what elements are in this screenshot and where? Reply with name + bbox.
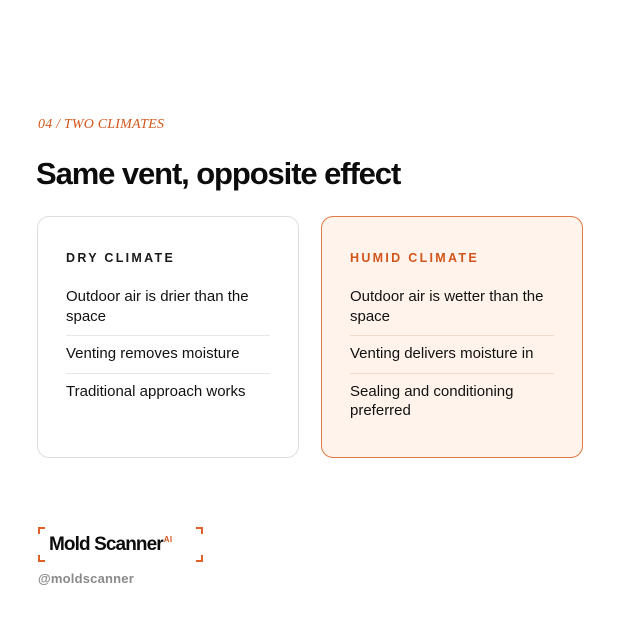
list-item: Traditional approach works xyxy=(66,373,270,411)
page-title: Same vent, opposite effect xyxy=(36,156,401,191)
list-item: Sealing and conditioning preferred xyxy=(350,373,554,430)
logo-corner-bracket xyxy=(196,555,203,562)
logo-corner-bracket xyxy=(196,527,203,534)
dry-climate-card xyxy=(37,216,299,458)
social-handle: @moldscanner xyxy=(38,571,134,586)
humid-climate-title: HUMID CLIMATE xyxy=(350,251,479,265)
dry-climate-title: DRY CLIMATE xyxy=(66,251,176,265)
list-item: Venting removes moisture xyxy=(66,335,270,373)
list-item: Outdoor air is wetter than the space xyxy=(350,288,544,325)
section-eyebrow: 04 / TWO CLIMATES xyxy=(38,117,165,132)
brand-ai-badge: AI xyxy=(163,535,173,544)
brand-name xyxy=(49,534,172,556)
brand-name-text: Mold Scanner xyxy=(49,534,163,555)
list-item: Outdoor air is drier than the space xyxy=(66,288,249,325)
dry-climate-list xyxy=(66,279,270,410)
humid-climate-list xyxy=(350,279,554,430)
logo-corner-bracket xyxy=(38,527,45,534)
logo-corner-bracket xyxy=(38,555,45,562)
brand-logo xyxy=(38,527,203,562)
humid-climate-card xyxy=(321,216,583,458)
list-item: Venting delivers moisture in xyxy=(350,335,554,373)
